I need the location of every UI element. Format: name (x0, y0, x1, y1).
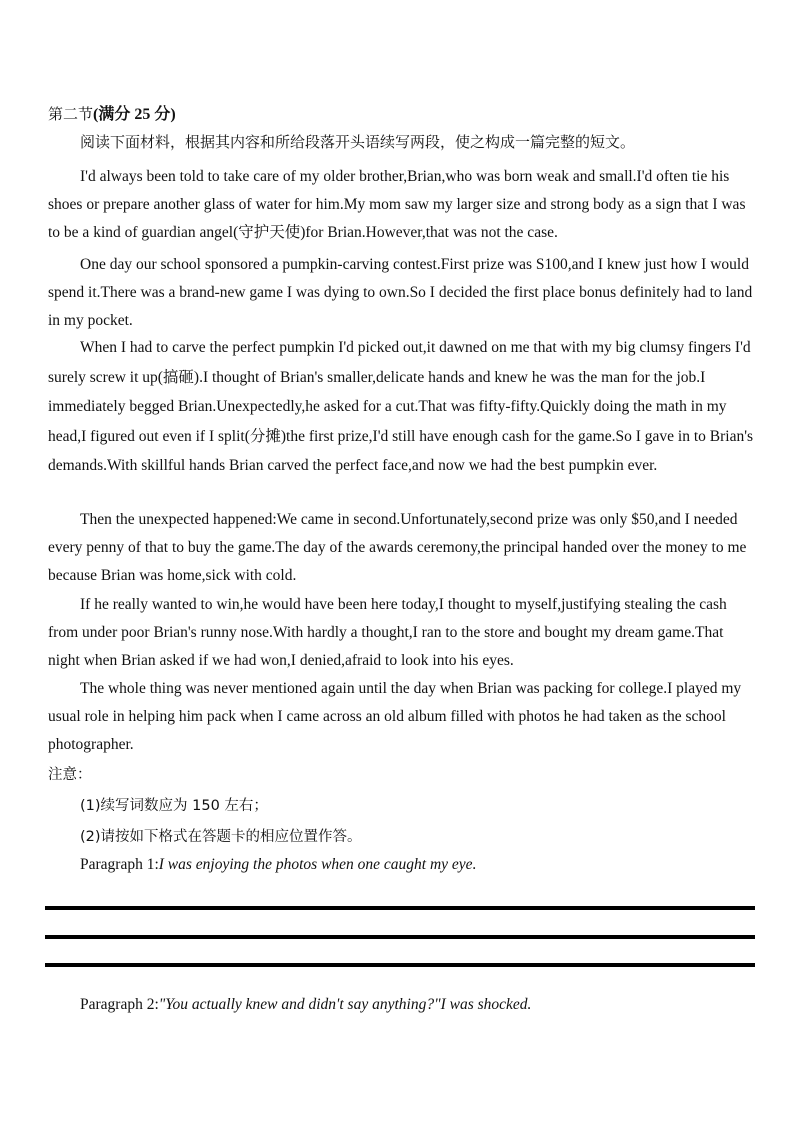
paragraph-2-label: Paragraph 2: (80, 996, 159, 1013)
answer-line-2 (45, 935, 755, 939)
section-heading (48, 101, 176, 124)
answer-line-1 (45, 906, 755, 910)
section-title: 第二节 (48, 105, 94, 123)
section-score-suffix: 分) (150, 106, 176, 123)
passage-paragraph-1: I'd always been told to take care of my older brother,Brian,who was born weak and small.I'd often tie his shoes or prepare another glass of water for him.My mom saw my larger size and strong body as a sign that I was to be a kind of guardian angel(守护天使)for Brian.However,that was not the case. (48, 168, 746, 241)
section-score-value: 25 (134, 106, 151, 123)
passage-paragraph-2: One day our school sponsored a pumpkin-carving contest.First prize was S100,and I knew just how I would spend it.There was a brand-new game I was dying to own.So I decided the first place bonus definitely had to land in my pocket. (48, 256, 753, 329)
answer-line-3 (45, 963, 755, 967)
passage-paragraph-4: Then the unexpected happened:We came in second.Unfortunately,second prize was only $50,and I needed every penny of that to buy the game.The day of the awards ceremony,the principal handed over the money to me because Brian was home,sick with cold. (48, 511, 747, 584)
paragraph-1-prompt (80, 856, 476, 874)
passage-paragraph-5: If he really wanted to win,he would have been here today,I thought to myself,justifying stealing the cash from under poor Brian's runny nose.With hardly a thought,I ran to the store and bought my dream game.That night when Brian asked if we had won,I denied,afraid to look into his eyes. (48, 596, 727, 669)
passage-paragraph-6: The whole thing was never mentioned again until the day when Brian was packing for college.I played my usual role in helping him pack when I came across an old album filled with photos he had taken as the school photographer. (48, 680, 742, 753)
note-item-1: (1)续写词数应为 150 左右； (80, 798, 268, 814)
notes-label: 注意： (48, 767, 92, 783)
section-instruction: 阅读下面材料，根据其内容和所给段落开头语续写两段，使之构成一篇完整的短文。 (80, 133, 636, 151)
paragraph-2-prompt (80, 996, 531, 1014)
passage-paragraph-3: When I had to carve the perfect pumpkin I'd picked out,it dawned on me that with my big clumsy fingers I'd surely screw it up(搞砸).I thought of Brian's smaller,delicate hands and knew he was the man for the job.I immediately begged Brian.Unexpectedly,he asked for a cut.That was fifty-fifty.Quickly doing the math in my head,I figured out even if I split(分摊)the first prize,I'd still have enough cash for the game.So I gave in to Brian's demands.With skillful hands Brian carved the perfect face,and now we had the best pumpkin ever. (48, 339, 754, 474)
paragraph-1-label: Paragraph 1: (80, 856, 159, 873)
paragraph-1-opening: I was enjoying the photos when one caught my eye. (158, 856, 477, 873)
paragraph-2-opening: "You actually knew and didn't say anything?"I was shocked. (158, 996, 532, 1013)
note-item-2: (2)请按如下格式在答题卡的相应位置作答。 (80, 829, 362, 845)
section-score-prefix: (满分 (93, 106, 135, 123)
